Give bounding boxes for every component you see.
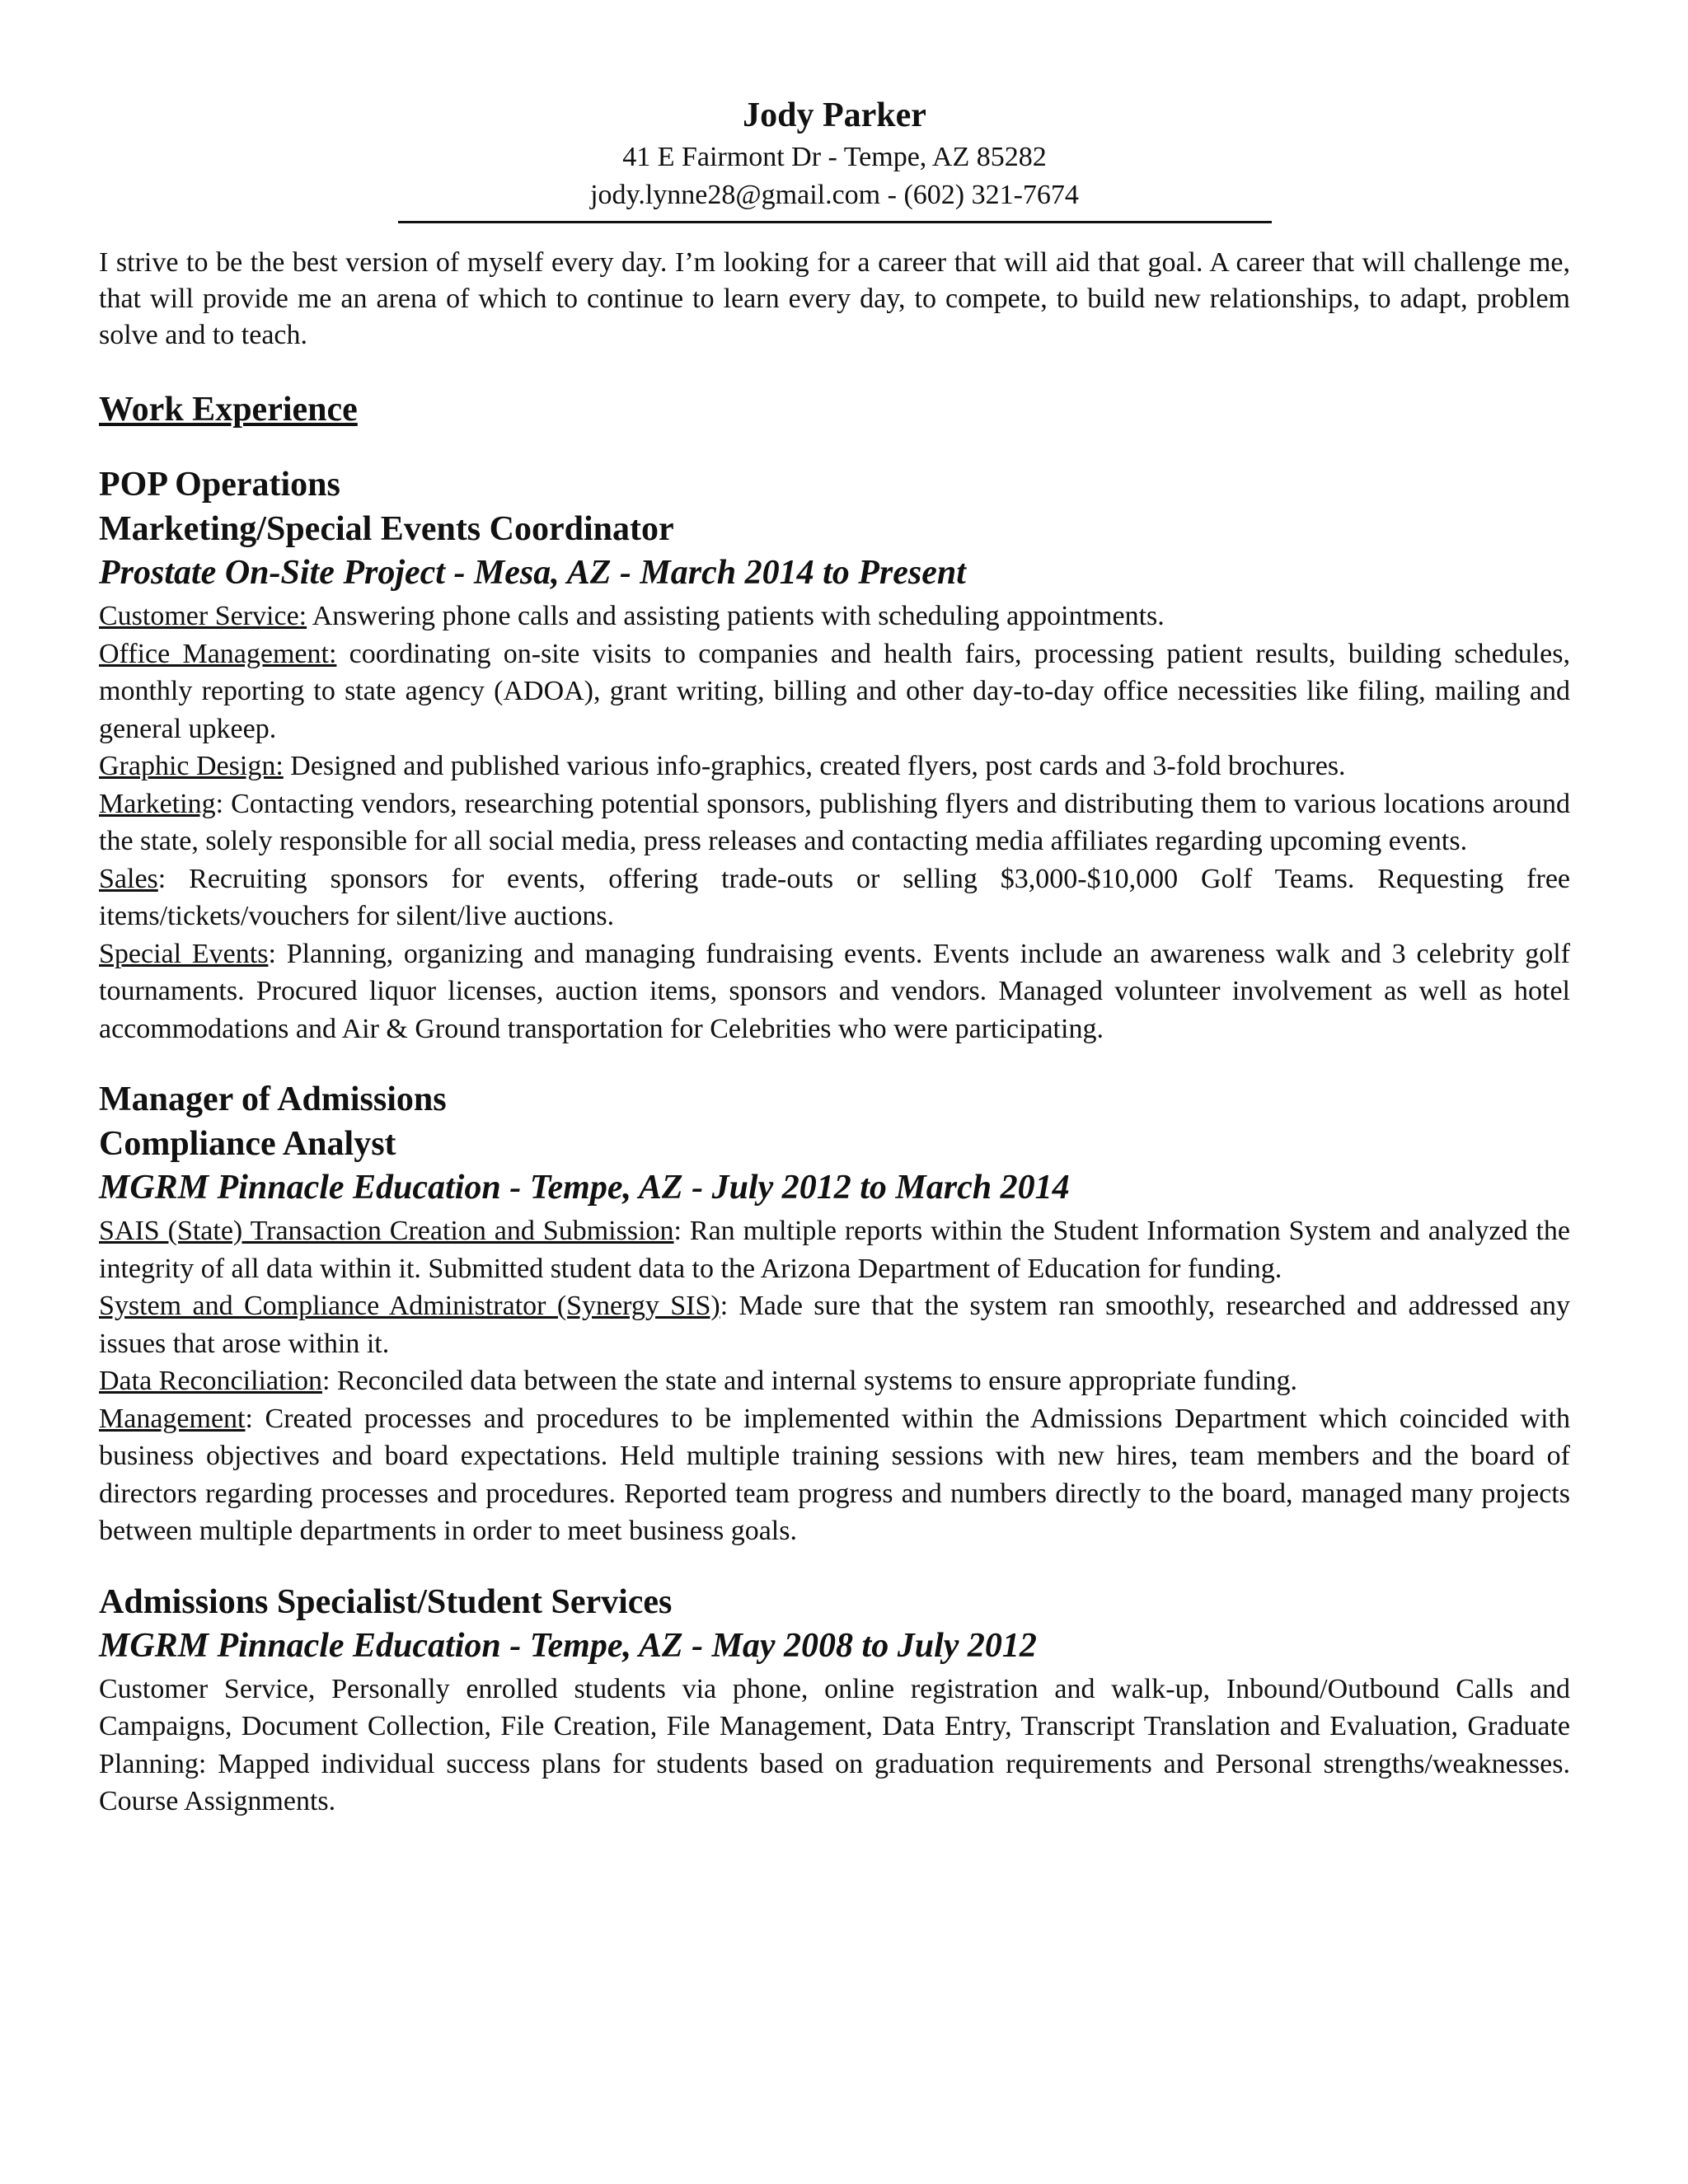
entry-text: Customer Service, Personally enrolled students via phone, online registration and walk-up, Inbound/Outbound Calls and Campaigns, Document Collection, File Creation, File Management, Data Entry, Transcript Translation and Evaluation, Graduate Planning: Mapped individual success plans for students based on graduation requirements and Personal strengths/weaknesses. Course Assignments. — [99, 1673, 1570, 1816]
job-entry — [99, 1671, 1570, 1821]
job-entry — [99, 935, 1570, 1048]
entry-label: Customer Service: — [99, 601, 307, 631]
job-entry — [99, 1287, 1570, 1362]
job-title: POP Operations — [99, 466, 340, 504]
entry-text: : Made sure that the system ran smoothly, researched and addressed any issues that arose within it. — [99, 1291, 1570, 1359]
job-entry — [99, 1400, 1570, 1550]
entry-label: Graphic Design: — [99, 751, 284, 781]
entry-text: Answering phone calls and assisting patients with scheduling appointments. — [307, 601, 1165, 631]
job-entry — [99, 1212, 1570, 1287]
summary-paragraph: I strive to be the best version of myself every day. I’m looking for a career that will aid that goal. A career that will challenge me, that will provide me an arena of which to continue to learn every day, to compete, to build new relationships, to adapt, problem solve and to teach. — [99, 247, 1570, 350]
work-experience-heading: Work Experience — [99, 391, 358, 429]
job-title: Marketing/Special Events Coordinator — [99, 510, 674, 548]
entry-label: Office Management: — [99, 638, 337, 669]
resume-page — [99, 92, 1570, 1821]
job-organization: Prostate On-Site Project - Mesa, AZ - March 2014 to Present — [99, 554, 966, 592]
job-entry — [99, 1362, 1570, 1400]
job-list — [99, 462, 1570, 1821]
job-title: Admissions Specialist/Student Services — [99, 1582, 673, 1621]
entry-text: : Planning, organizing and managing fundraising events. Events include an awareness walk and 3 celebrity golf tournaments. Procured liquor licenses, auction items, sponsors and vendors. Managed volunteer involvement as well as hotel accommodations and Air & Ground transportation for Celebrities who were participating. — [99, 938, 1570, 1044]
entry-label: System and Compliance Administrator (Synergy SIS) — [99, 1291, 720, 1321]
applicant-name: Jody Parker — [743, 96, 926, 134]
job-entry — [99, 748, 1570, 785]
job-organization: MGRM Pinnacle Education - Tempe, AZ - May 2008 to July 2012 — [99, 1626, 1037, 1665]
job-block — [99, 1580, 1570, 1821]
entry-label: Special Events — [99, 938, 269, 969]
job-entry — [99, 860, 1570, 935]
header-divider — [398, 221, 1272, 223]
entry-text: coordinating on-site visits to companies and health fairs, processing patient results, building schedules, monthly reporting to state agency (ADOA), grant writing, billing and other day-to-day office necessities like filing, mailing and general upkeep. — [99, 638, 1570, 744]
job-block — [99, 462, 1570, 1047]
job-entries — [99, 598, 1570, 1047]
entry-label: Data Reconciliation — [99, 1366, 322, 1396]
job-entry — [99, 785, 1570, 860]
entry-text: Designed and published various info-graphics, created flyers, post cards and 3-fold brochures. — [283, 751, 1346, 781]
address-line: 41 E Fairmont Dr - Tempe, AZ 85282 — [622, 142, 1047, 172]
entry-label: Sales — [99, 863, 158, 894]
entry-label: Marketing — [99, 788, 216, 819]
resume-header — [99, 92, 1570, 223]
entry-text: : Recruiting sponsors for events, offering trade-outs or selling $3,000-$10,000 Golf Teams. Requesting free items/tickets/vouchers for silent/live auctions. — [99, 863, 1570, 931]
entry-label: Management — [99, 1403, 246, 1434]
job-entries — [99, 1212, 1570, 1550]
job-entry — [99, 598, 1570, 635]
entry-text: : Ran multiple reports within the Student Information System and analyzed the integrity of all data within it. Submitted student data to the Arizona Department of Education for funding. — [99, 1216, 1570, 1284]
job-block — [99, 1077, 1570, 1550]
job-title: Manager of Admissions — [99, 1080, 447, 1118]
job-title: Compliance Analyst — [99, 1125, 396, 1163]
job-entry — [99, 635, 1570, 748]
job-organization: MGRM Pinnacle Education - Tempe, AZ - July 2012 to March 2014 — [99, 1169, 1070, 1207]
entry-label: SAIS (State) Transaction Creation and Submission — [99, 1216, 674, 1246]
entry-text: : Reconciled data between the state and internal systems to ensure appropriate funding. — [321, 1366, 1297, 1396]
job-entries — [99, 1671, 1570, 1821]
email-phone-line: jody.lynne28@gmail.com - (602) 321-7674 — [590, 180, 1079, 210]
entry-text: : Created processes and procedures to be implemented within the Admissions Department which coincided with business objectives and board expectations. Held multiple training sessions with new hires, team members and the board of directors regarding processes and procedures. Reported team progress and numbers directly to the board, managed many projects between multiple departments in order to meet business goals. — [99, 1403, 1570, 1546]
entry-text: : Contacting vendors, researching potential sponsors, publishing flyers and distributing them to various locations around the state, solely responsible for all social media, press releases and contacting media affiliates regarding upcoming events. — [99, 788, 1570, 856]
